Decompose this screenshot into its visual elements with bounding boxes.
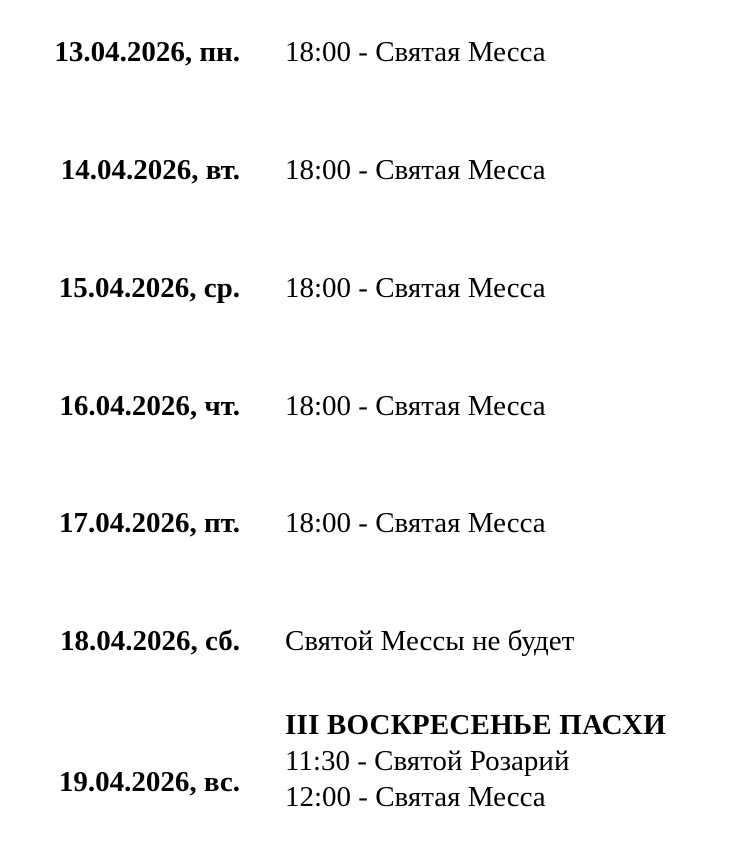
event-line: 18:00 - Святая Месса: [285, 36, 546, 68]
day-date: 19.04.2026, вс.: [58, 766, 240, 798]
event-line: 18:00 - Святая Месса: [285, 272, 546, 304]
event-line: 12:00 - Святая Месса: [285, 781, 546, 813]
day-date: 16.04.2026, чт.: [59, 390, 240, 422]
day-events: [285, 505, 546, 541]
day-date: 17.04.2026, пт.: [58, 507, 240, 539]
event-line: Святой Мессы не будет: [285, 625, 575, 657]
feast-heading: III ВОСКРЕСЕНЬЕ ПАСХИ: [285, 709, 666, 741]
day-events: [285, 152, 546, 188]
day-date: 15.04.2026, ср.: [58, 272, 240, 304]
event-line: 18:00 - Святая Месса: [285, 390, 546, 422]
day-events: [285, 34, 546, 70]
day-events: [285, 270, 546, 306]
day-date: 18.04.2026, сб.: [60, 625, 240, 657]
day-events: [285, 388, 546, 424]
event-line: 18:00 - Святая Месса: [285, 154, 546, 186]
day-events: [285, 707, 666, 815]
day-date: 13.04.2026, пн.: [54, 36, 240, 68]
day-date: 14.04.2026, вт.: [60, 154, 240, 186]
day-events: [285, 623, 574, 659]
event-line: 11:30 - Святой Розарий: [285, 745, 570, 777]
event-line: 18:00 - Святая Месса: [285, 507, 546, 539]
